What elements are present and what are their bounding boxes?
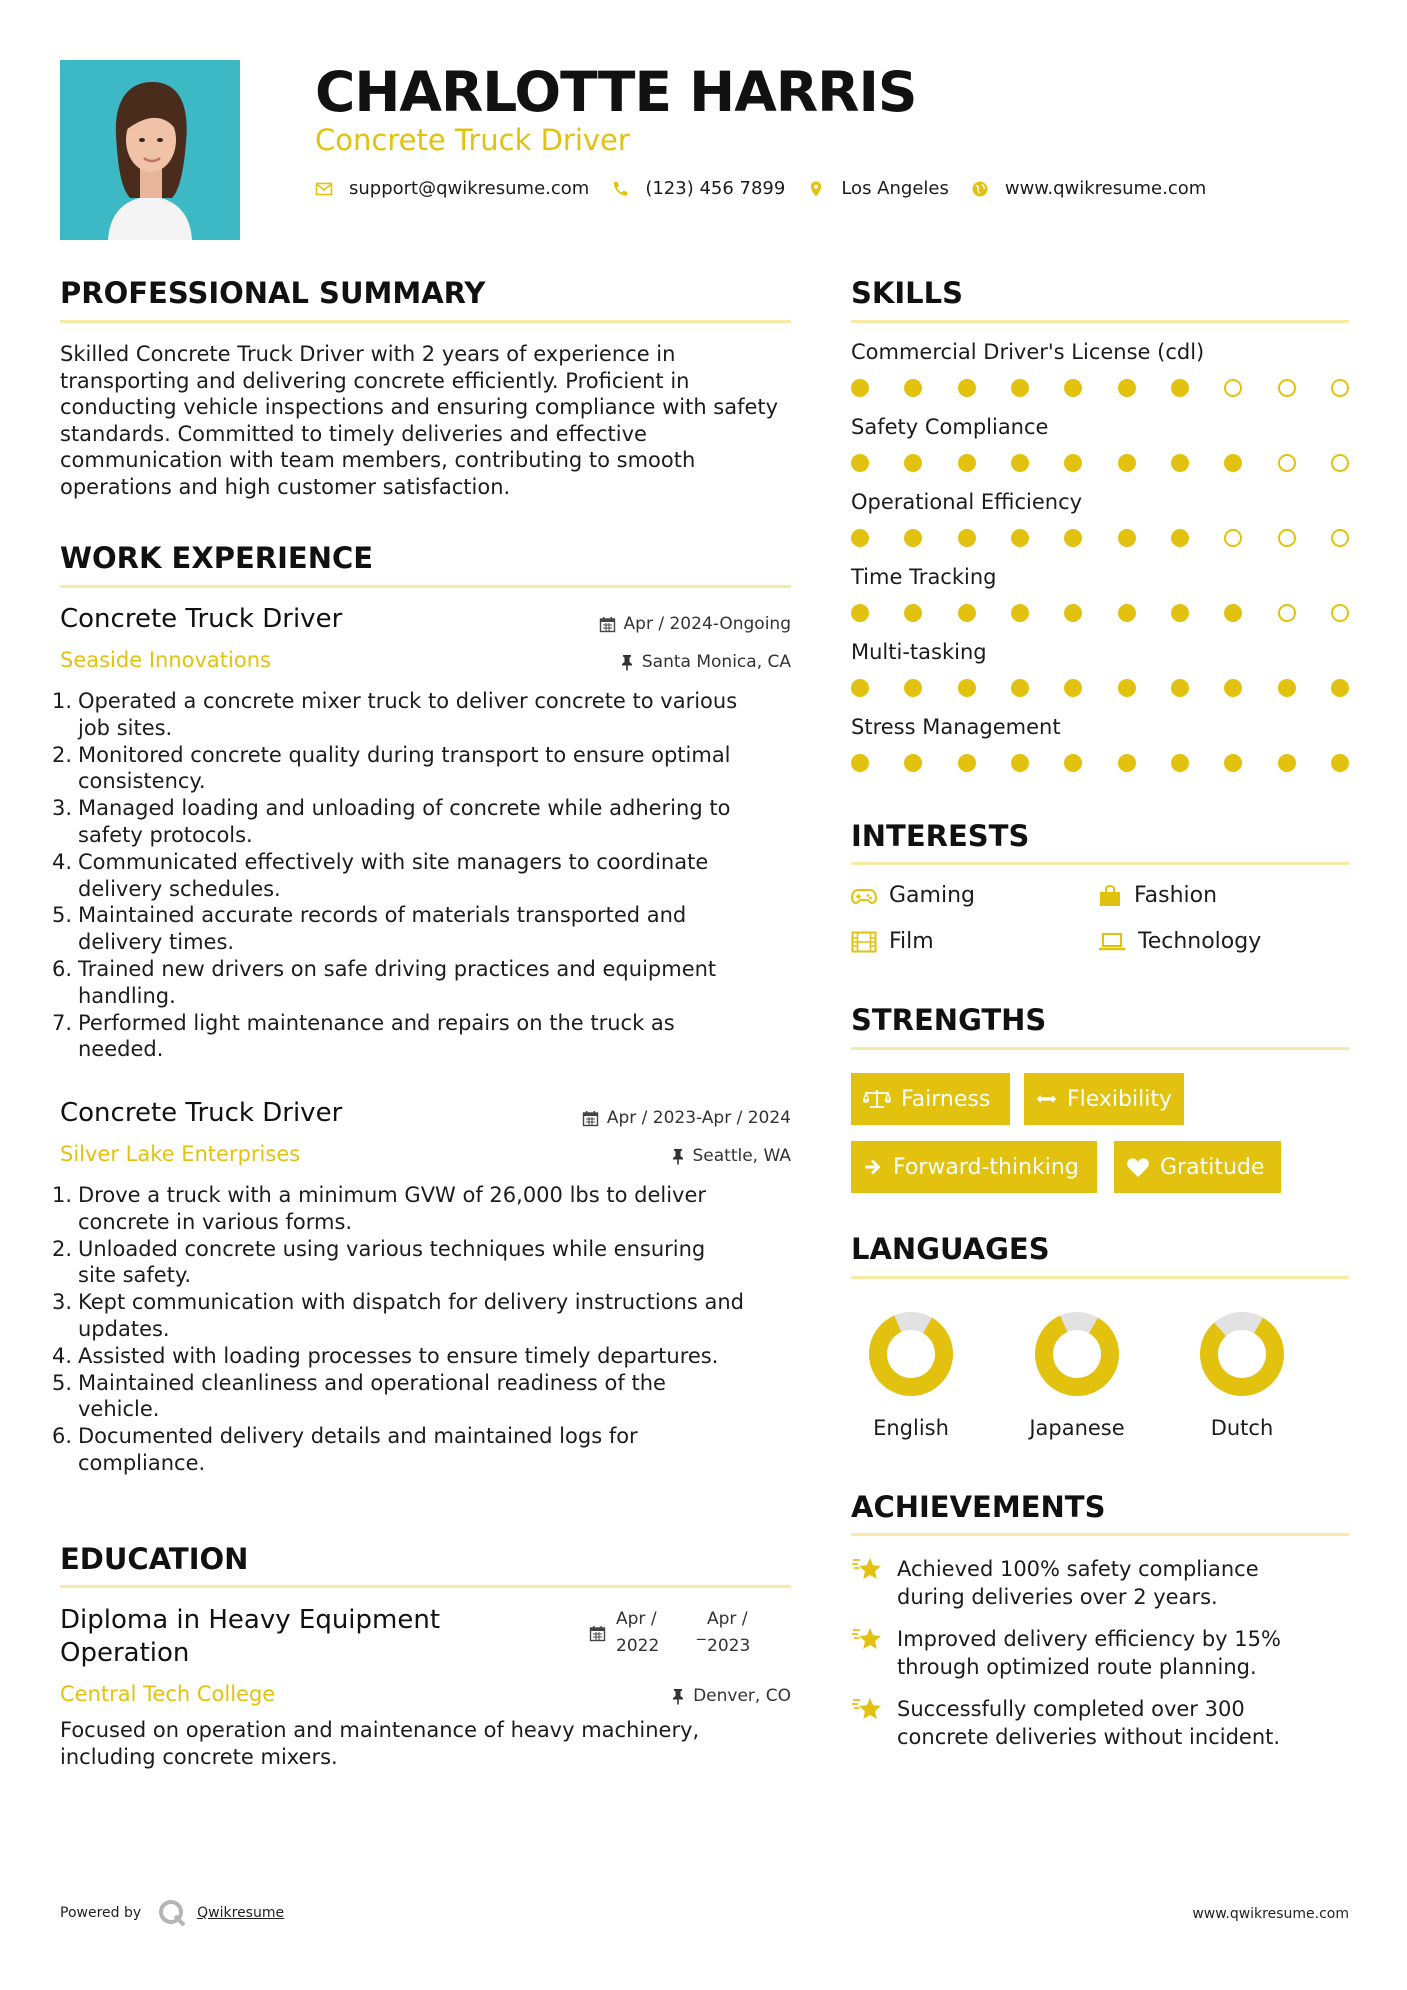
skill-dot [851, 454, 869, 472]
skill-dot [1278, 604, 1296, 622]
list-item: 5. Maintained cleanliness and operational readiness of the vehicle. [52, 1370, 666, 1422]
education-divider [60, 1585, 791, 1588]
languages-divider [851, 1276, 1349, 1279]
interest-film: Film [851, 929, 934, 954]
skill-dot [1118, 679, 1136, 697]
skill-dot [851, 379, 869, 397]
strengths-divider [851, 1047, 1349, 1050]
skill-dot [1171, 604, 1189, 622]
education-heading: EDUCATION [60, 1542, 249, 1576]
list-item: 5. Maintained accurate records of materials transported and delivery times. [52, 903, 687, 955]
achievement-item: Improved delivery efficiency by 15% through optimized route planning. [851, 1626, 1321, 1681]
degree-title: Diploma in Heavy Equipment Operation [60, 1605, 441, 1668]
skill-rating [851, 454, 1349, 474]
skills-divider [851, 320, 1349, 323]
list-item: 3. Kept communication with dispatch for delivery instructions and updates. [52, 1290, 744, 1341]
job-location-text: Santa Monica, CA [641, 652, 791, 672]
education-location-text: Denver, CO [693, 1686, 791, 1706]
list-item: 1. Drove a truck with a minimum GVW of 26,000 lbs to deliver concrete in various forms. [52, 1183, 707, 1234]
education-description: Focused on operation and maintenance of heavy machinery, including concrete mixers. [60, 1718, 700, 1769]
skill-dot [851, 604, 869, 622]
list-item: 1. Operated a concrete mixer truck to deliver concrete to various job sites. [52, 689, 738, 740]
job-title: Concrete Truck Driver [60, 604, 343, 634]
candidate-role: Concrete Truck Driver [315, 123, 630, 157]
skill-rating [851, 754, 1349, 774]
skill-dot [1224, 529, 1242, 547]
education-date-dash: _ [697, 1621, 706, 1641]
skill-dot [1011, 604, 1029, 622]
language-label: Dutch [1210, 1416, 1274, 1440]
skill-dot [958, 604, 976, 622]
qwikresume-link[interactable]: Qwikresume [197, 1905, 285, 1921]
strengths-heading: STRENGTHS [851, 1003, 1047, 1037]
list-item: 6. Trained new drivers on safe driving practices and equipment handling. [52, 956, 717, 1008]
language-label: Japanese [1029, 1416, 1125, 1440]
job-title: Concrete Truck Driver [60, 1098, 343, 1128]
skill-dot [1278, 529, 1296, 547]
skill-name: Stress Management [851, 715, 1061, 739]
skill-dot [1171, 529, 1189, 547]
skill-dot [1278, 679, 1296, 697]
envelope-icon [315, 180, 333, 198]
skill-name: Safety Compliance [851, 415, 1049, 439]
achievement-item: Achieved 100% safety compliance during deliveries over 2 years. [851, 1556, 1321, 1611]
strength-tag-flexibility: Flexibility [1024, 1073, 1184, 1125]
skill-dot [1064, 679, 1082, 697]
skill-dot [1064, 604, 1082, 622]
job-duties [52, 1182, 797, 1477]
balance-scale-icon [863, 1088, 891, 1110]
list-item: 4. Assisted with loading processes to ensure timely departures. [52, 1343, 719, 1368]
calendar-icon [599, 616, 616, 633]
education-location [671, 1686, 791, 1706]
skill-dot [1331, 604, 1349, 622]
skill-dot [1064, 379, 1082, 397]
summary-divider [60, 320, 791, 323]
job-location [620, 652, 791, 672]
skill-dot [1331, 679, 1349, 697]
job-location-text: Seattle, WA [692, 1146, 791, 1166]
skill-dot [851, 529, 869, 547]
skill-dot [1278, 379, 1296, 397]
skill-dot [1224, 604, 1242, 622]
candidate-name: CHARLOTTE HARRIS [315, 60, 917, 124]
language-proficiency-ring [866, 1309, 956, 1399]
skill-dot [1064, 754, 1082, 772]
company-name: Silver Lake Enterprises [60, 1142, 301, 1166]
footer-powered-by: Powered by Qwikresume [60, 1898, 284, 1928]
pushpin-icon [671, 1148, 685, 1165]
laptop-icon [1098, 932, 1126, 952]
skill-rating [851, 529, 1349, 549]
language-proficiency-ring [1032, 1309, 1122, 1399]
list-item: 2. Unloaded concrete using various techniques while ensuring site safety. [52, 1236, 706, 1288]
education-end-date: Apr / 2023 [707, 1609, 751, 1656]
strength-tag-forward-thinking: Forward-thinking [851, 1141, 1097, 1193]
star-icon [851, 1556, 883, 1584]
list-item: 6. Documented delivery details and maintained logs for compliance. [52, 1424, 638, 1475]
skill-dot [1118, 604, 1136, 622]
skill-dot [958, 529, 976, 547]
skill-dot [1278, 454, 1296, 472]
skill-dot [958, 754, 976, 772]
experience-divider [60, 585, 791, 588]
skill-dot [958, 454, 976, 472]
arrow-right-icon [863, 1157, 883, 1177]
interest-fashion: Fashion [1098, 883, 1217, 908]
skill-dot [1118, 529, 1136, 547]
experience-heading: WORK EXPERIENCE [60, 541, 374, 575]
skill-dot [1224, 454, 1242, 472]
skill-dot [904, 529, 922, 547]
skill-dot [1118, 379, 1136, 397]
job-date-text: Apr / 2024-Ongoing [623, 614, 791, 634]
profile-photo [60, 60, 240, 240]
contact-email[interactable]: support@qwikresume.com [349, 178, 590, 199]
skill-dot [958, 679, 976, 697]
job-location [671, 1146, 792, 1166]
skill-dot [1064, 529, 1082, 547]
interests-heading: INTERESTS [851, 819, 1030, 853]
list-item: 4. Communicated effectively with site managers to coordinate delivery schedules. [52, 849, 709, 901]
contact-website[interactable]: www.qwikresume.com [1004, 178, 1207, 199]
skill-dot [1278, 754, 1296, 772]
interest-technology: Technology [1098, 929, 1261, 954]
skill-dot [904, 604, 922, 622]
skill-dot [1011, 379, 1029, 397]
achievement-item: Successfully completed over 300 concrete deliveries without incident. [851, 1696, 1321, 1751]
job-duties [52, 688, 797, 1063]
calendar-icon [582, 1110, 599, 1127]
map-pin-icon [807, 180, 825, 198]
skill-dot [1331, 379, 1349, 397]
skill-name: Commercial Driver's License (cdl) [851, 340, 1205, 364]
contact-phone[interactable]: (123) 456 7899 [645, 178, 786, 199]
gamepad-icon [851, 887, 877, 905]
skill-dot [1011, 679, 1029, 697]
skill-dot [1331, 454, 1349, 472]
skill-dot [1224, 679, 1242, 697]
skill-dot [1064, 454, 1082, 472]
qwikresume-logo-icon [157, 1898, 187, 1928]
skills-heading: SKILLS [851, 276, 963, 310]
skill-dot [1118, 754, 1136, 772]
list-item: 7. Performed light maintenance and repairs on the truck as needed. [52, 1010, 675, 1062]
skill-dot [904, 379, 922, 397]
job-date [582, 1108, 791, 1128]
skill-dot [904, 754, 922, 772]
film-icon [851, 931, 877, 953]
pushpin-icon [671, 1688, 685, 1705]
star-icon [851, 1626, 883, 1654]
arrows-horizontal-icon [1036, 1092, 1057, 1106]
skill-dot [904, 679, 922, 697]
skill-dot [1011, 454, 1029, 472]
contact-bar [315, 178, 1228, 199]
skill-dot [1118, 454, 1136, 472]
skill-dot [1331, 754, 1349, 772]
skill-dot [851, 679, 869, 697]
skill-dot [958, 379, 976, 397]
list-item: 3. Managed loading and unloading of concrete while adhering to safety protocols. [52, 796, 731, 847]
skill-dot [1011, 529, 1029, 547]
skill-dot [1224, 379, 1242, 397]
strength-tag-fairness: Fairness [851, 1073, 1010, 1125]
skill-rating [851, 604, 1349, 624]
footer-website[interactable]: www.qwikresume.com [1192, 1906, 1349, 1922]
skill-name: Multi-tasking [851, 640, 987, 664]
skill-dot [1171, 754, 1189, 772]
avatar [60, 60, 240, 240]
skill-dot [851, 754, 869, 772]
interests-divider [851, 862, 1349, 865]
skill-dot [1171, 454, 1189, 472]
summary-text: Skilled Concrete Truck Driver with 2 years of experience in transporting and delivering concrete efficiently. Proficient in conducting vehicle inspections and ensuring compliance with safety standards. Committed to timely deliveries and effective communication with team members, contributing to smooth operations and high customer satisfaction. [60, 342, 779, 499]
pushpin-icon [620, 654, 634, 671]
language-proficiency-ring [1197, 1309, 1287, 1399]
star-icon [851, 1696, 883, 1724]
job-date-text: Apr / 2023-Apr / 2024 [606, 1108, 791, 1128]
skill-dot [1171, 679, 1189, 697]
contact-location: Los Angeles [841, 178, 949, 199]
skill-rating [851, 679, 1349, 699]
skill-dot [904, 454, 922, 472]
bag-icon [1098, 885, 1122, 907]
skill-rating [851, 379, 1349, 399]
language-label: English [873, 1416, 949, 1440]
skill-name: Operational Efficiency [851, 490, 1083, 514]
achievements-heading: ACHIEVEMENTS [851, 1490, 1106, 1524]
skill-dot [1224, 754, 1242, 772]
skill-dot [1171, 379, 1189, 397]
school-name: Central Tech College [60, 1682, 276, 1706]
list-item: 2. Monitored concrete quality during transport to ensure optimal consistency. [52, 742, 731, 794]
globe-icon [971, 180, 989, 198]
skill-dot [1331, 529, 1349, 547]
achievements-divider [851, 1533, 1349, 1536]
phone-icon [611, 180, 629, 198]
calendar-icon [589, 1625, 606, 1642]
languages-heading: LANGUAGES [851, 1232, 1050, 1266]
strength-tag-gratitude: Gratitude [1114, 1141, 1281, 1193]
heart-icon [1126, 1156, 1150, 1178]
skill-name: Time Tracking [851, 565, 997, 589]
education-start-date: Apr / 2022 [616, 1609, 660, 1656]
summary-heading: PROFESSIONAL SUMMARY [60, 276, 486, 310]
job-date [599, 614, 791, 634]
interest-gaming: Gaming [851, 883, 975, 908]
skill-dot [1011, 754, 1029, 772]
company-name: Seaside Innovations [60, 648, 271, 672]
